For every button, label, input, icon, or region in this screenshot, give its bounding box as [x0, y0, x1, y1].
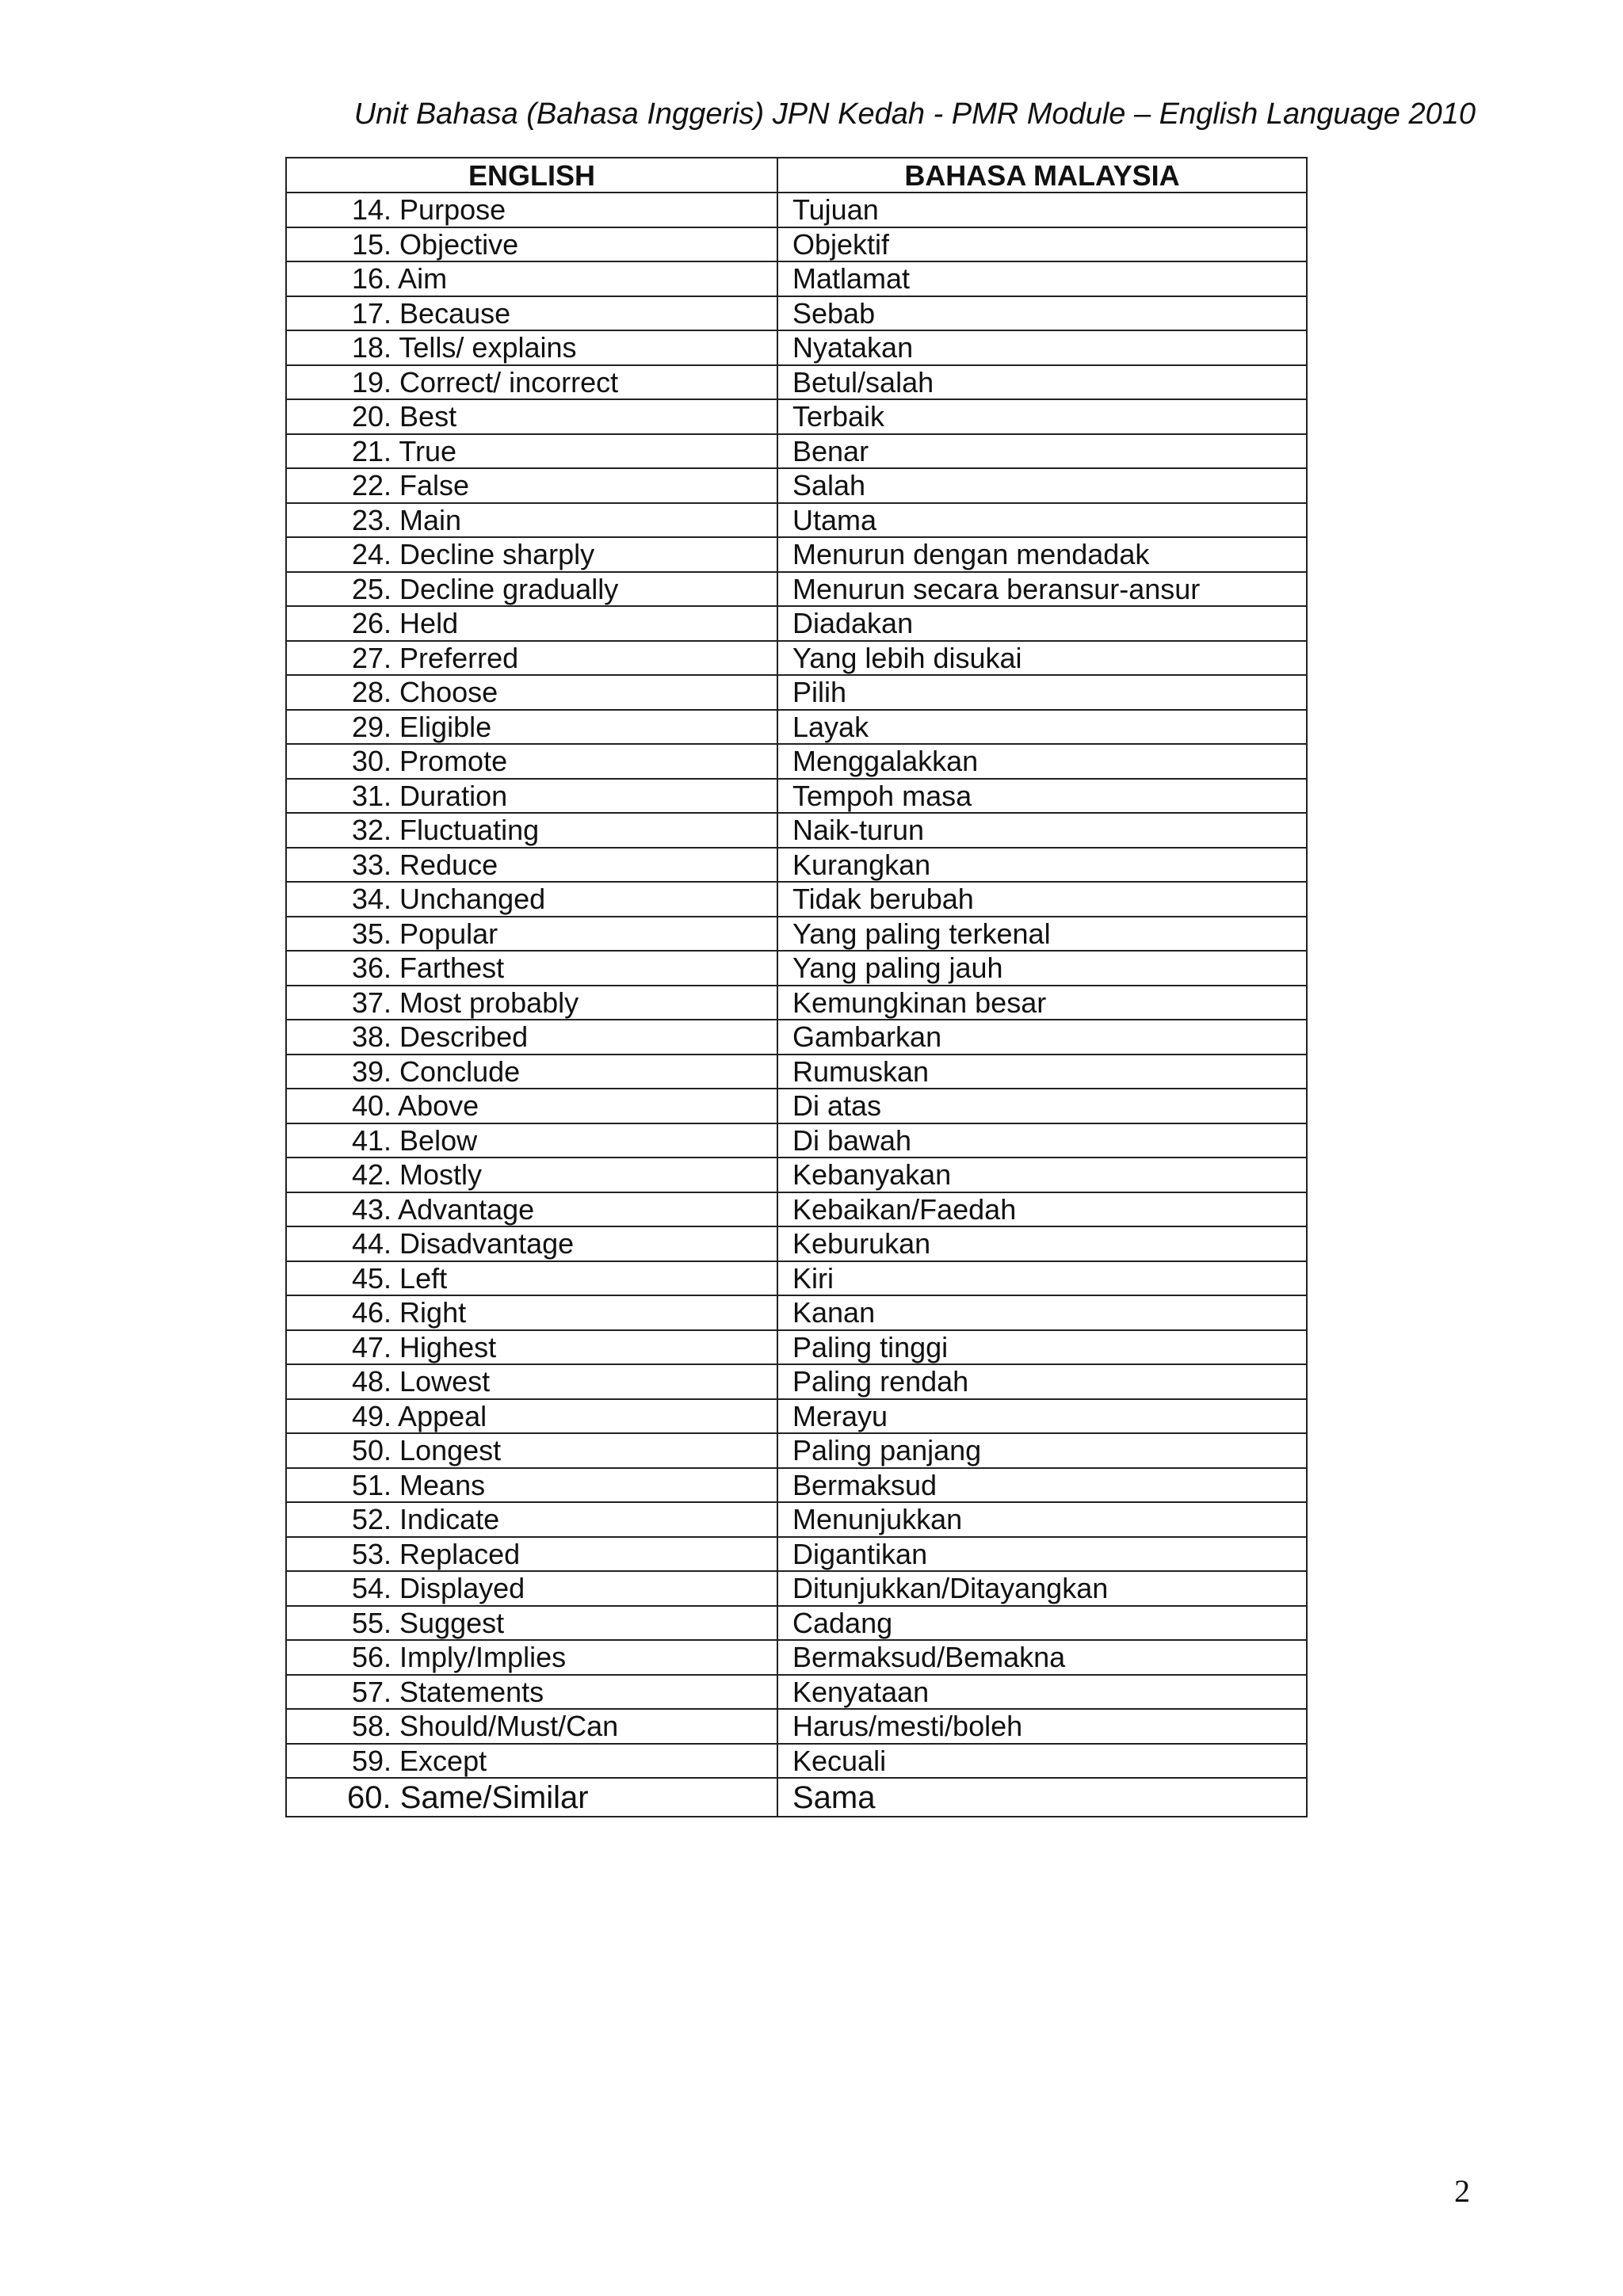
malay-term: Cadang	[777, 1606, 1307, 1641]
column-header-bahasa-malaysia: BAHASA MALAYSIA	[777, 158, 1307, 193]
table-row	[286, 951, 1307, 986]
table-row	[286, 572, 1307, 607]
english-term: 33. Reduce	[286, 848, 777, 883]
english-term: 44. Disadvantage	[286, 1226, 777, 1261]
malay-term: Betul/salah	[777, 365, 1307, 400]
english-term: 21. True	[286, 434, 777, 469]
table-row	[286, 227, 1307, 262]
english-term: 56. Imply/Implies	[286, 1640, 777, 1675]
malay-term: Layak	[777, 710, 1307, 745]
malay-term: Ditunjukkan/Ditayangkan	[777, 1571, 1307, 1606]
english-term: 55. Suggest	[286, 1606, 777, 1641]
english-term: 43. Advantage	[286, 1192, 777, 1227]
table-row	[286, 675, 1307, 710]
malay-term: Salah	[777, 468, 1307, 503]
malay-term: Menurun secara beransur-ansur	[777, 572, 1307, 607]
malay-term: Keburukan	[777, 1226, 1307, 1261]
english-term: 34. Unchanged	[286, 882, 777, 917]
table-row	[286, 641, 1307, 676]
english-term: 29. Eligible	[286, 710, 777, 745]
table-row	[286, 330, 1307, 365]
english-term: 47. Highest	[286, 1330, 777, 1365]
english-term: 30. Promote	[286, 744, 777, 779]
table-row	[286, 1571, 1307, 1606]
table-row	[286, 1468, 1307, 1503]
malay-term: Yang paling terkenal	[777, 917, 1307, 952]
english-term: 25. Decline gradually	[286, 572, 777, 607]
english-term: 54. Displayed	[286, 1571, 777, 1606]
malay-term: Yang paling jauh	[777, 951, 1307, 986]
english-term: 51. Means	[286, 1468, 777, 1503]
table-row	[286, 1192, 1307, 1227]
english-term: 27. Preferred	[286, 641, 777, 676]
english-term: 53. Replaced	[286, 1537, 777, 1572]
english-term: 41. Below	[286, 1123, 777, 1158]
malay-term: Nyatakan	[777, 330, 1307, 365]
malay-term: Digantikan	[777, 1537, 1307, 1572]
table-row	[286, 1537, 1307, 1572]
table-row	[286, 882, 1307, 917]
table-row	[286, 1778, 1307, 1817]
table-row	[286, 848, 1307, 883]
table-row	[286, 1399, 1307, 1434]
english-term: 50. Longest	[286, 1433, 777, 1468]
malay-term: Kebaikan/Faedah	[777, 1192, 1307, 1227]
malay-term: Terbaik	[777, 399, 1307, 434]
malay-term: Di bawah	[777, 1123, 1307, 1158]
table-row	[286, 1158, 1307, 1192]
table-row	[286, 1089, 1307, 1123]
malay-term: Paling tinggi	[777, 1330, 1307, 1365]
english-term: 16. Aim	[286, 261, 777, 296]
malay-term: Bermaksud/Bemakna	[777, 1640, 1307, 1675]
malay-term: Kebanyakan	[777, 1158, 1307, 1192]
english-term: 46. Right	[286, 1295, 777, 1330]
malay-term: Tujuan	[777, 193, 1307, 227]
malay-term: Diadakan	[777, 606, 1307, 641]
malay-term: Benar	[777, 434, 1307, 469]
english-term: 39. Conclude	[286, 1055, 777, 1089]
malay-term: Naik-turun	[777, 813, 1307, 848]
page-header: Unit Bahasa (Bahasa Inggeris) JPN Kedah - PMR Module – English Language 2010	[353, 97, 1476, 131]
table-row	[286, 710, 1307, 745]
table-row	[286, 1675, 1307, 1710]
table-row	[286, 399, 1307, 434]
english-term: 18. Tells/ explains	[286, 330, 777, 365]
english-term: 20. Best	[286, 399, 777, 434]
english-term: 37. Most probably	[286, 986, 777, 1020]
english-term: 58. Should/Must/Can	[286, 1709, 777, 1744]
english-term: 36. Farthest	[286, 951, 777, 986]
malay-term: Kiri	[777, 1261, 1307, 1296]
english-term: 57. Statements	[286, 1675, 777, 1710]
malay-term: Yang lebih disukai	[777, 641, 1307, 676]
table-row	[286, 261, 1307, 296]
malay-term: Kecuali	[777, 1744, 1307, 1779]
table-row	[286, 779, 1307, 814]
english-term: 60. Same/Similar	[286, 1778, 777, 1817]
malay-term: Kemungkinan besar	[777, 986, 1307, 1020]
table-row	[286, 1744, 1307, 1779]
table-row	[286, 1606, 1307, 1641]
english-term: 38. Described	[286, 1020, 777, 1055]
malay-term: Menunjukkan	[777, 1502, 1307, 1537]
malay-term: Menurun dengan mendadak	[777, 537, 1307, 572]
table-row	[286, 296, 1307, 331]
malay-term: Paling rendah	[777, 1364, 1307, 1399]
english-term: 35. Popular	[286, 917, 777, 952]
table-row	[286, 1364, 1307, 1399]
english-term: 28. Choose	[286, 675, 777, 710]
table-row	[286, 917, 1307, 952]
malay-term: Tempoh masa	[777, 779, 1307, 814]
table-row	[286, 1123, 1307, 1158]
malay-term: Sama	[777, 1778, 1307, 1817]
table-row	[286, 1433, 1307, 1468]
english-term: 49. Appeal	[286, 1399, 777, 1434]
english-term: 31. Duration	[286, 779, 777, 814]
malay-term: Objektif	[777, 227, 1307, 262]
table-row	[286, 1640, 1307, 1675]
table-row	[286, 537, 1307, 572]
english-term: 23. Main	[286, 503, 777, 538]
table-row	[286, 744, 1307, 779]
english-term: 19. Correct/ incorrect	[286, 365, 777, 400]
table-row	[286, 1020, 1307, 1055]
table-row	[286, 434, 1307, 469]
table-row	[286, 606, 1307, 641]
page-number: 2	[1454, 2173, 1470, 2209]
table-row	[286, 1709, 1307, 1744]
malay-term: Menggalakkan	[777, 744, 1307, 779]
english-term: 42. Mostly	[286, 1158, 777, 1192]
malay-term: Harus/mesti/boleh	[777, 1709, 1307, 1744]
table-row	[286, 813, 1307, 848]
english-term: 52. Indicate	[286, 1502, 777, 1537]
english-term: 26. Held	[286, 606, 777, 641]
table-row	[286, 503, 1307, 538]
table-row	[286, 365, 1307, 400]
malay-term: Di atas	[777, 1089, 1307, 1123]
table-row	[286, 1226, 1307, 1261]
table-header-row	[286, 158, 1307, 193]
table-row	[286, 986, 1307, 1020]
table-row	[286, 468, 1307, 503]
column-header-english: ENGLISH	[286, 158, 777, 193]
malay-term: Pilih	[777, 675, 1307, 710]
malay-term: Matlamat	[777, 261, 1307, 296]
table-row	[286, 1330, 1307, 1365]
english-term: 48. Lowest	[286, 1364, 777, 1399]
vocabulary-table	[285, 157, 1308, 1817]
english-term: 17. Because	[286, 296, 777, 331]
english-term: 14. Purpose	[286, 193, 777, 227]
english-term: 15. Objective	[286, 227, 777, 262]
malay-term: Sebab	[777, 296, 1307, 331]
table-body	[286, 193, 1307, 1817]
malay-term: Rumuskan	[777, 1055, 1307, 1089]
english-term: 59. Except	[286, 1744, 777, 1779]
malay-term: Utama	[777, 503, 1307, 538]
malay-term: Kurangkan	[777, 848, 1307, 883]
english-term: 22. False	[286, 468, 777, 503]
malay-term: Paling panjang	[777, 1433, 1307, 1468]
malay-term: Kanan	[777, 1295, 1307, 1330]
english-term: 45. Left	[286, 1261, 777, 1296]
malay-term: Bermaksud	[777, 1468, 1307, 1503]
english-term: 32. Fluctuating	[286, 813, 777, 848]
malay-term: Kenyataan	[777, 1675, 1307, 1710]
malay-term: Gambarkan	[777, 1020, 1307, 1055]
table-row	[286, 1295, 1307, 1330]
malay-term: Merayu	[777, 1399, 1307, 1434]
table-row	[286, 1261, 1307, 1296]
table-row	[286, 193, 1307, 227]
english-term: 40. Above	[286, 1089, 777, 1123]
malay-term: Tidak berubah	[777, 882, 1307, 917]
table-row	[286, 1055, 1307, 1089]
table-row	[286, 1502, 1307, 1537]
english-term: 24. Decline sharply	[286, 537, 777, 572]
